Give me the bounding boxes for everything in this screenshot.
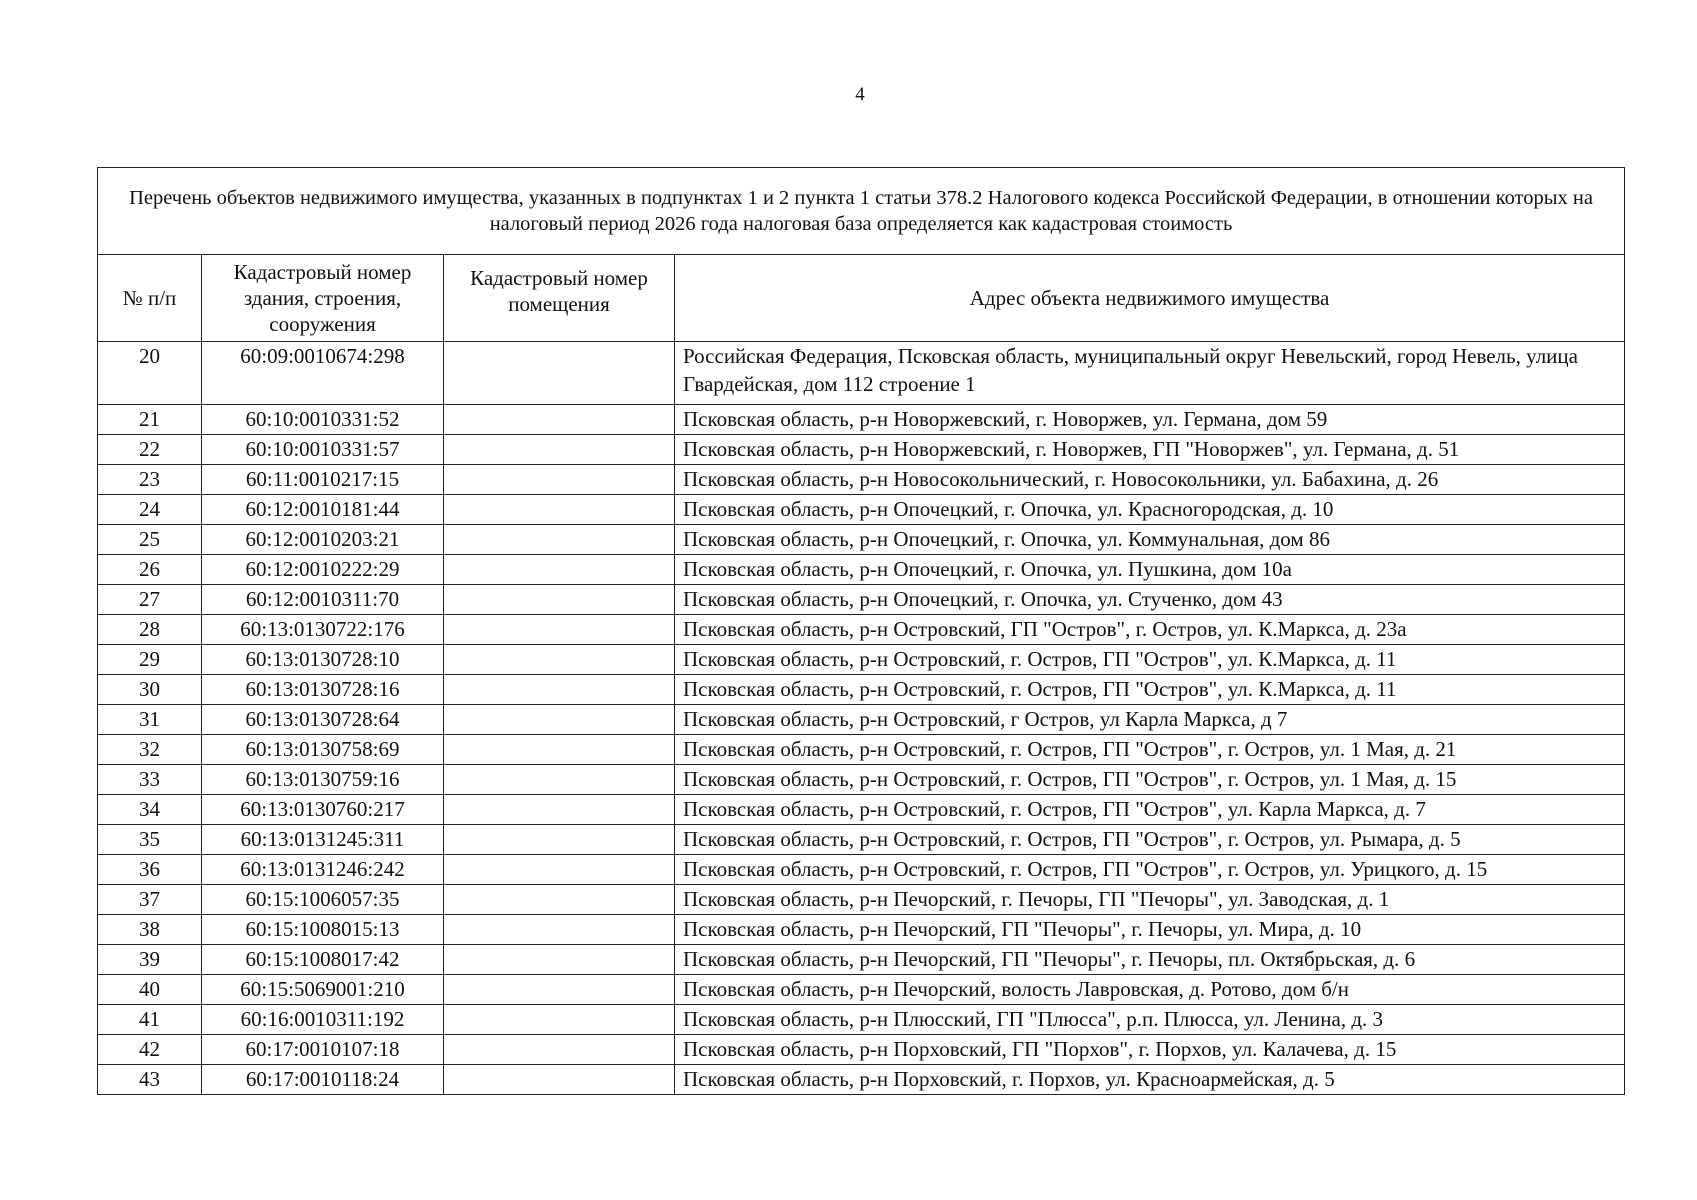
row-number: 21 [98,405,202,435]
building-cadastral-number: 60:09:0010674:298 [202,342,444,405]
room-cadastral-number [444,975,675,1005]
row-number: 39 [98,945,202,975]
property-address: Псковская область, р-н Опочецкий, г. Опочка, ул. Стученко, дом 43 [675,585,1625,615]
room-cadastral-number [444,342,675,405]
building-cadastral-number: 60:12:0010181:44 [202,495,444,525]
building-cadastral-number: 60:13:0130758:69 [202,735,444,765]
row-number: 26 [98,555,202,585]
room-cadastral-number [444,525,675,555]
building-cadastral-number: 60:15:1006057:35 [202,885,444,915]
table-row [98,765,1625,795]
property-address: Псковская область, р-н Островский, ГП "Остров", г. Остров, ул. К.Маркса, д. 23а [675,615,1625,645]
property-address: Псковская область, р-н Опочецкий, г. Опочка, ул. Красногородская, д. 10 [675,495,1625,525]
building-cadastral-number: 60:15:5069001:210 [202,975,444,1005]
property-address: Псковская область, р-н Порховский, г. Порхов, ул. Красноармейская, д. 5 [675,1065,1625,1095]
table-row [98,825,1625,855]
room-cadastral-number [444,855,675,885]
building-cadastral-number: 60:10:0010331:52 [202,405,444,435]
building-cadastral-number: 60:13:0130760:217 [202,795,444,825]
room-cadastral-number [444,585,675,615]
row-number: 42 [98,1035,202,1065]
building-cadastral-number: 60:13:0130759:16 [202,765,444,795]
row-number: 25 [98,525,202,555]
table-row [98,975,1625,1005]
building-cadastral-number: 60:12:0010222:29 [202,555,444,585]
room-cadastral-number [444,405,675,435]
room-cadastral-number [444,765,675,795]
building-cadastral-number: 60:16:0010311:192 [202,1005,444,1035]
property-address: Псковская область, р-н Островский, г. Остров, ГП "Остров", ул. Карла Маркса, д. 7 [675,795,1625,825]
building-cadastral-number: 60:13:0131245:311 [202,825,444,855]
property-address: Псковская область, р-н Островский, г Остров, ул Карла Маркса, д 7 [675,705,1625,735]
building-cadastral-number: 60:11:0010217:15 [202,465,444,495]
room-cadastral-number [444,885,675,915]
room-cadastral-number [444,615,675,645]
row-number: 35 [98,825,202,855]
room-cadastral-number [444,675,675,705]
row-number: 28 [98,615,202,645]
property-address: Псковская область, р-н Островский, г. Остров, ГП "Остров", г. Остров, ул. 1 Мая, д. 15 [675,765,1625,795]
property-address: Псковская область, р-н Порховский, ГП "Порхов", г. Порхов, ул. Калачева, д. 15 [675,1035,1625,1065]
row-number: 37 [98,885,202,915]
building-cadastral-number: 60:17:0010107:18 [202,1035,444,1065]
property-address: Псковская область, р-н Новоржевский, г. Новоржев, ГП "Новоржев", ул. Германа, д. 51 [675,435,1625,465]
table-row [98,525,1625,555]
building-cadastral-number: 60:15:1008017:42 [202,945,444,975]
row-number: 33 [98,765,202,795]
property-address: Российская Федерация, Псковская область, муниципальный округ Невельский, город Невель, улица Гвардейская, дом 112 строение 1 [675,342,1625,405]
property-address: Псковская область, р-н Плюсский, ГП "Плюсса", р.п. Плюсса, ул. Ленина, д. 3 [675,1005,1625,1035]
room-cadastral-number [444,945,675,975]
building-cadastral-number: 60:10:0010331:57 [202,435,444,465]
table-header-row [98,255,1625,342]
property-address: Псковская область, р-н Печорский, ГП "Печоры", г. Печоры, пл. Октябрьская, д. 6 [675,945,1625,975]
property-address: Псковская область, р-н Опочецкий, г. Опочка, ул. Пушкина, дом 10а [675,555,1625,585]
room-cadastral-number [444,705,675,735]
row-number: 41 [98,1005,202,1035]
property-address: Псковская область, р-н Новоржевский, г. Новоржев, ул. Германа, дом 59 [675,405,1625,435]
room-cadastral-number [444,915,675,945]
row-number: 32 [98,735,202,765]
room-cadastral-number [444,1005,675,1035]
row-number: 43 [98,1065,202,1095]
row-number: 31 [98,705,202,735]
row-number: 38 [98,915,202,945]
room-cadastral-number [444,825,675,855]
table-row [98,885,1625,915]
table-row [98,585,1625,615]
property-registry-table [97,167,1625,1095]
building-cadastral-number: 60:12:0010203:21 [202,525,444,555]
building-cadastral-number: 60:13:0130728:16 [202,675,444,705]
table-title: Перечень объектов недвижимого имущества, указанных в подпунктах 1 и 2 пункта 1 статьи 378.2 Налогового кодекса Российской Федерации, в отношении которых на налоговый период 2026 года налоговая база определяется как кадастровая стоимость [98,168,1625,255]
room-cadastral-number [444,1035,675,1065]
property-address: Псковская область, р-н Новосокольнический, г. Новосокольники, ул. Бабахина, д. 26 [675,465,1625,495]
property-address: Псковская область, р-н Островский, г. Остров, ГП "Остров", ул. К.Маркса, д. 11 [675,645,1625,675]
property-address: Псковская область, р-н Островский, г. Остров, ГП "Остров", ул. К.Маркса, д. 11 [675,675,1625,705]
building-cadastral-number: 60:13:0130728:10 [202,645,444,675]
property-address: Псковская область, р-н Печорский, ГП "Печоры", г. Печоры, ул. Мира, д. 10 [675,915,1625,945]
table-row [98,435,1625,465]
table-row [98,675,1625,705]
table-row [98,1035,1625,1065]
row-number: 22 [98,435,202,465]
table-row [98,705,1625,735]
room-cadastral-number [444,735,675,765]
header-building-cadastral: Кадастровый номер здания, строения, сооружения [202,255,444,342]
room-cadastral-number [444,795,675,825]
room-cadastral-number [444,555,675,585]
room-cadastral-number [444,495,675,525]
table-row [98,735,1625,765]
page-number: 4 [855,84,865,105]
property-address: Псковская область, р-н Островский, г. Остров, ГП "Остров", г. Остров, ул. Рымара, д. 5 [675,825,1625,855]
row-number: 27 [98,585,202,615]
table-row [98,495,1625,525]
room-cadastral-number [444,1065,675,1095]
row-number: 20 [98,342,202,405]
property-address: Псковская область, р-н Островский, г. Остров, ГП "Остров", г. Остров, ул. Урицкого, д. 15 [675,855,1625,885]
table-row [98,615,1625,645]
header-address: Адрес объекта недвижимого имущества [675,255,1625,342]
row-number: 34 [98,795,202,825]
building-cadastral-number: 60:13:0131246:242 [202,855,444,885]
room-cadastral-number [444,465,675,495]
row-number: 24 [98,495,202,525]
table-row [98,555,1625,585]
room-cadastral-number [444,645,675,675]
table-row [98,1065,1625,1095]
property-address: Псковская область, р-н Печорский, г. Печоры, ГП "Печоры", ул. Заводская, д. 1 [675,885,1625,915]
building-cadastral-number: 60:12:0010311:70 [202,585,444,615]
row-number: 23 [98,465,202,495]
building-cadastral-number: 60:15:1008015:13 [202,915,444,945]
table-row [98,405,1625,435]
row-number: 29 [98,645,202,675]
building-cadastral-number: 60:13:0130722:176 [202,615,444,645]
table-row [98,915,1625,945]
table-row [98,855,1625,885]
table-row [98,945,1625,975]
table-row [98,465,1625,495]
header-room-cadastral: Кадастровый номер помещения [444,255,675,342]
property-address: Псковская область, р-н Островский, г. Остров, ГП "Остров", г. Остров, ул. 1 Мая, д. 21 [675,735,1625,765]
table-row [98,342,1625,405]
header-num: № п/п [98,255,202,342]
building-cadastral-number: 60:17:0010118:24 [202,1065,444,1095]
room-cadastral-number [444,435,675,465]
table-row [98,795,1625,825]
row-number: 30 [98,675,202,705]
table-row [98,1005,1625,1035]
table-row [98,645,1625,675]
row-number: 40 [98,975,202,1005]
property-address: Псковская область, р-н Опочецкий, г. Опочка, ул. Коммунальная, дом 86 [675,525,1625,555]
building-cadastral-number: 60:13:0130728:64 [202,705,444,735]
row-number: 36 [98,855,202,885]
property-address: Псковская область, р-н Печорский, волость Лавровская, д. Ротово, дом б/н [675,975,1625,1005]
